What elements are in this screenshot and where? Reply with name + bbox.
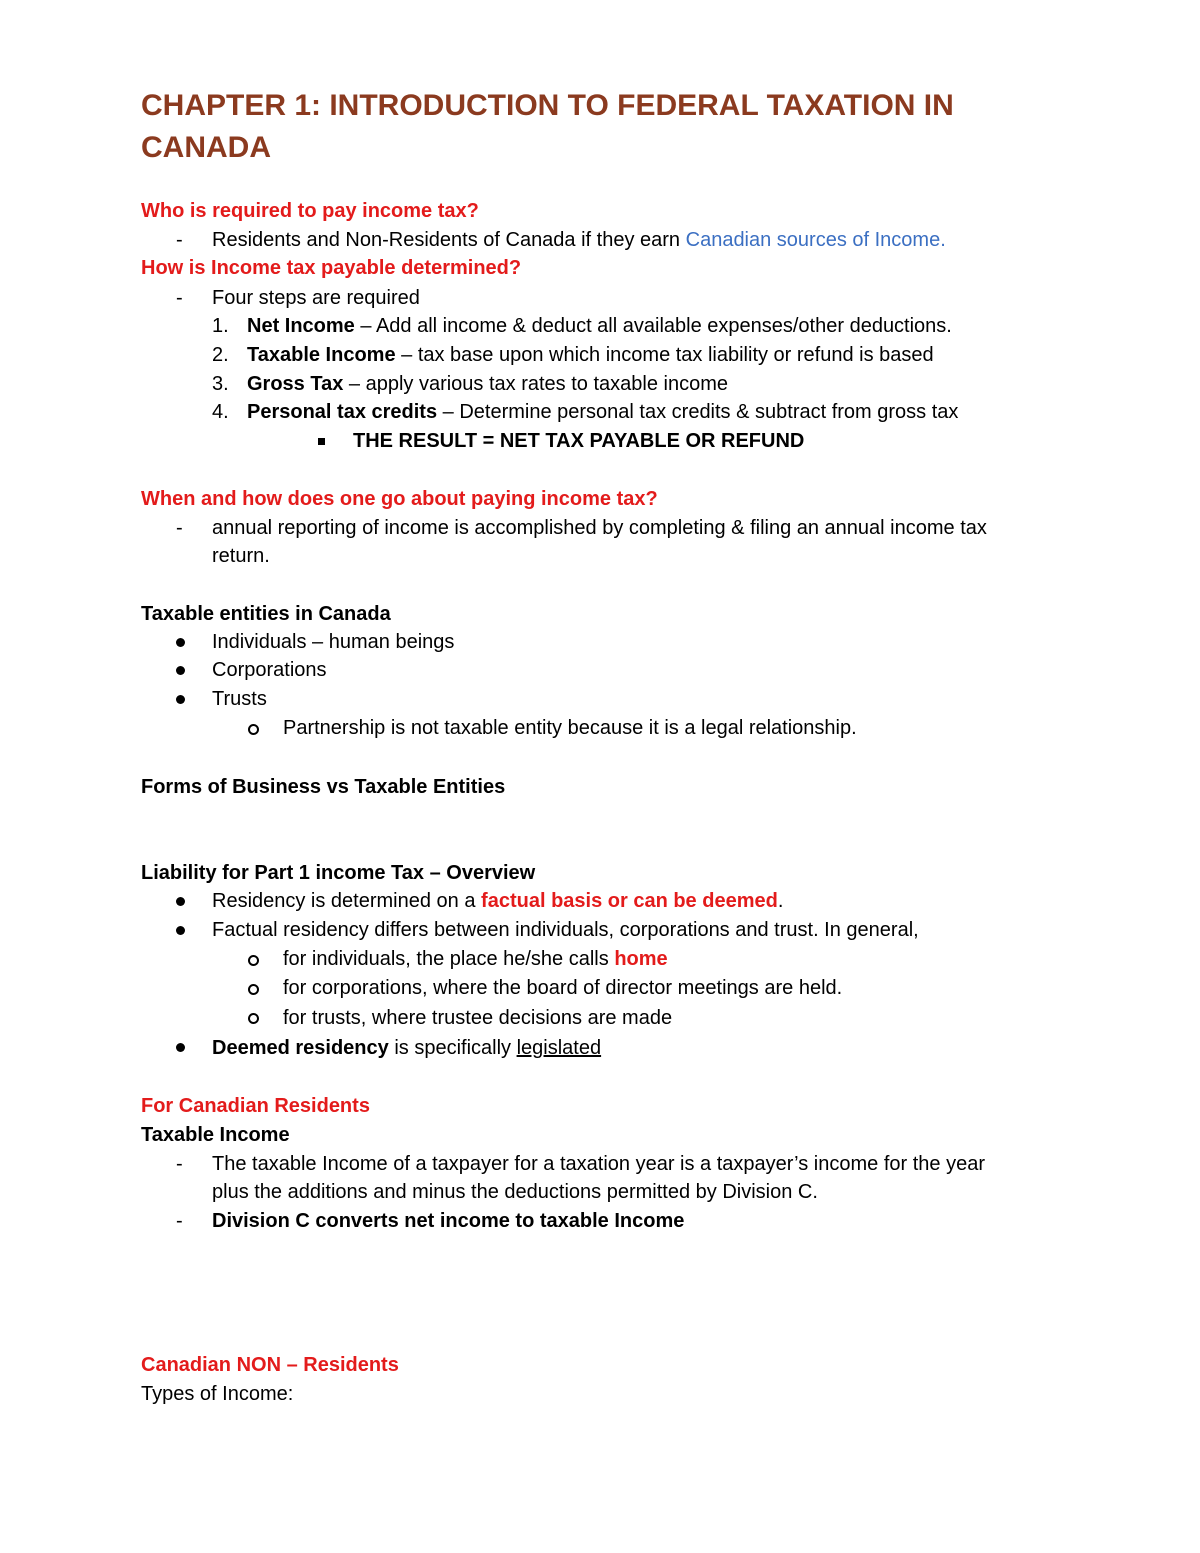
square-bullet-icon [318,438,325,445]
deemed-residency-item [212,1034,601,1062]
annual-reporting-line-1: annual reporting of income is accomplished by completing & filing an annual income tax [212,517,987,539]
circle-bullet-icon [248,955,259,966]
dash-marker: - [176,1153,183,1175]
heading-canadian-residents: For Canadian Residents [141,1095,370,1117]
heading-non-residents: Canadian NON – Residents [141,1354,399,1376]
step-term: Taxable Income [247,344,396,366]
step-desc: – Add all income & deduct all available expenses/other deductions. [354,315,952,337]
step-desc: – apply various tax rates to taxable income [343,373,728,395]
four-steps-intro: Four steps are required [212,287,420,309]
subheading-taxable-income: Taxable Income [141,1124,290,1146]
individuals-residency [283,945,668,973]
circle-bullet-icon [248,1013,259,1024]
individuals-text: for individuals, the place he/she calls [283,948,615,970]
bullet-icon [176,666,185,675]
bullet-icon [176,1043,185,1052]
entity-item: Corporations [212,659,327,681]
bullet-icon [176,897,185,906]
heading-how-determined: How is Income tax payable determined? [141,257,522,279]
step-number: 1. [212,315,229,337]
trusts-residency: for trusts, where trustee decisions are made [283,1007,673,1029]
step-term: Personal tax credits [247,401,438,423]
deemed-residency-text: is specifically [388,1037,517,1059]
residency-basis-item [212,887,783,915]
legislated-underline: legislated [516,1037,602,1059]
dash-marker: - [176,287,183,309]
deemed-residency-term: Deemed residency [212,1037,389,1059]
taxable-income-def-line-2: plus the additions and minus the deductions permitted by Division C. [212,1181,818,1203]
taxable-income-def-line-1: The taxable Income of a taxpayer for a taxation year is a taxpayer’s income for the year [212,1153,985,1175]
step-number: 3. [212,373,229,395]
net-tax-result: THE RESULT = NET TAX PAYABLE OR REFUND [353,430,805,452]
residency-basis-text: Residency is determined on a [212,890,482,912]
who-pays-text: Residents and Non-Residents of Canada if they earn [212,229,686,251]
entity-item: Individuals – human beings [212,631,455,653]
step-item [247,312,952,340]
bullet-icon [176,926,185,935]
heading-liability-overview: Liability for Part 1 income Tax – Overview [141,862,536,884]
chapter-title-line-2: CANADA [141,131,271,164]
heading-forms-of-business: Forms of Business vs Taxable Entities [141,776,506,798]
chapter-title-line-1: CHAPTER 1: INTRODUCTION TO FEDERAL TAXATION IN [141,89,954,122]
step-desc: – Determine personal tax credits & subtract from gross tax [437,401,959,423]
entity-item: Trusts [212,688,267,710]
partnership-note: Partnership is not taxable entity because it is a legal relationship. [283,717,857,739]
annual-reporting-line-2: return. [212,545,270,567]
circle-bullet-icon [248,724,259,735]
step-number: 4. [212,401,229,423]
who-pays-item [212,226,946,254]
bullet-icon [176,695,185,704]
dash-marker: - [176,229,183,251]
heading-who-pays: Who is required to pay income tax? [141,200,479,222]
heading-taxable-entities: Taxable entities in Canada [141,603,391,625]
step-number: 2. [212,344,229,366]
home-highlight: home [614,948,668,970]
dash-marker: - [176,517,183,539]
canadian-sources-highlight: Canadian sources of Income. [685,229,946,251]
types-of-income: Types of Income: [141,1383,294,1405]
heading-when-how: When and how does one go about paying income tax? [141,488,658,510]
step-desc: – tax base upon which income tax liability or refund is based [395,344,934,366]
factual-residency-item: Factual residency differs between individuals, corporations and trust. In general, [212,919,919,941]
factual-basis-highlight: factual basis or can be deemed [481,890,778,912]
step-item [247,370,728,398]
step-term: Gross Tax [247,373,344,395]
circle-bullet-icon [248,984,259,995]
step-term: Net Income [247,315,355,337]
step-item [247,398,958,426]
step-item [247,341,934,369]
division-c-item: Division C converts net income to taxable Income [212,1210,685,1232]
corporations-residency: for corporations, where the board of director meetings are held. [283,977,843,999]
bullet-icon [176,638,185,647]
residency-basis-end: . [777,890,784,912]
dash-marker: - [176,1210,183,1232]
